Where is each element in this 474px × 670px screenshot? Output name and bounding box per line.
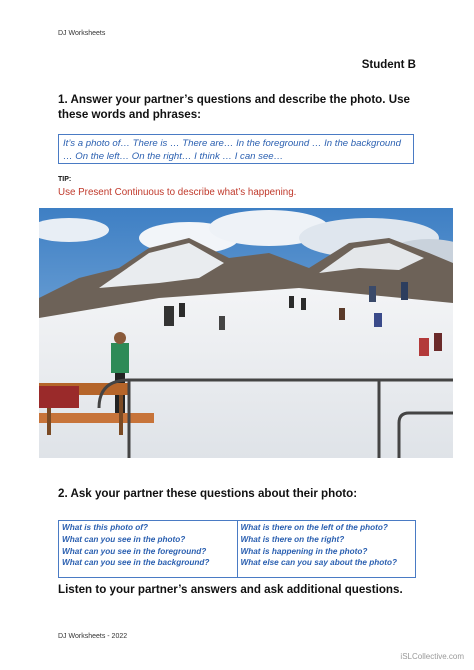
questions-table xyxy=(58,520,416,578)
closing-instruction: Listen to your partner’s answers and ask additional questions. xyxy=(58,583,403,596)
question-item: What is happening in the photo? xyxy=(240,546,368,556)
phrases-box: It’s a photo of… There is … There are… In the foreground … In the background … On the left… On the right… I think … I can see… xyxy=(58,134,414,164)
photo-illustration xyxy=(39,208,453,458)
question-item: What is there on the left of the photo? xyxy=(240,523,388,532)
ski-slope-photo xyxy=(39,208,453,458)
tip-label-text: TIP xyxy=(58,176,69,183)
question-item: What can you see in the photo? xyxy=(62,534,186,544)
student-label: Student B xyxy=(361,59,416,71)
question-item: What is there on the right? xyxy=(240,534,345,544)
task2-heading: 2. Ask your partner these questions about their photo: xyxy=(58,487,358,500)
question-item: What can you see in the background? xyxy=(62,558,210,568)
tip-label: TIP: xyxy=(58,176,72,183)
watermark: iSLCollective.com xyxy=(400,652,464,661)
question-item: What else can you say about the photo? xyxy=(240,558,397,568)
question-item: What is this photo of? xyxy=(62,523,148,532)
tip-text: Use Present Continuous to describe what’s happening. xyxy=(58,187,297,198)
questions-column-right xyxy=(237,521,416,577)
header-brand: DJ Worksheets xyxy=(58,30,106,37)
snow-slope xyxy=(39,288,453,458)
task1-heading: 1. Answer your partner’s questions and describe the photo. Use these words and phrases: xyxy=(58,93,410,121)
footer-text: DJ Worksheets - 2022 xyxy=(58,633,128,640)
question-item: What can you see in the foreground? xyxy=(62,546,207,556)
questions-column-left xyxy=(59,521,237,577)
